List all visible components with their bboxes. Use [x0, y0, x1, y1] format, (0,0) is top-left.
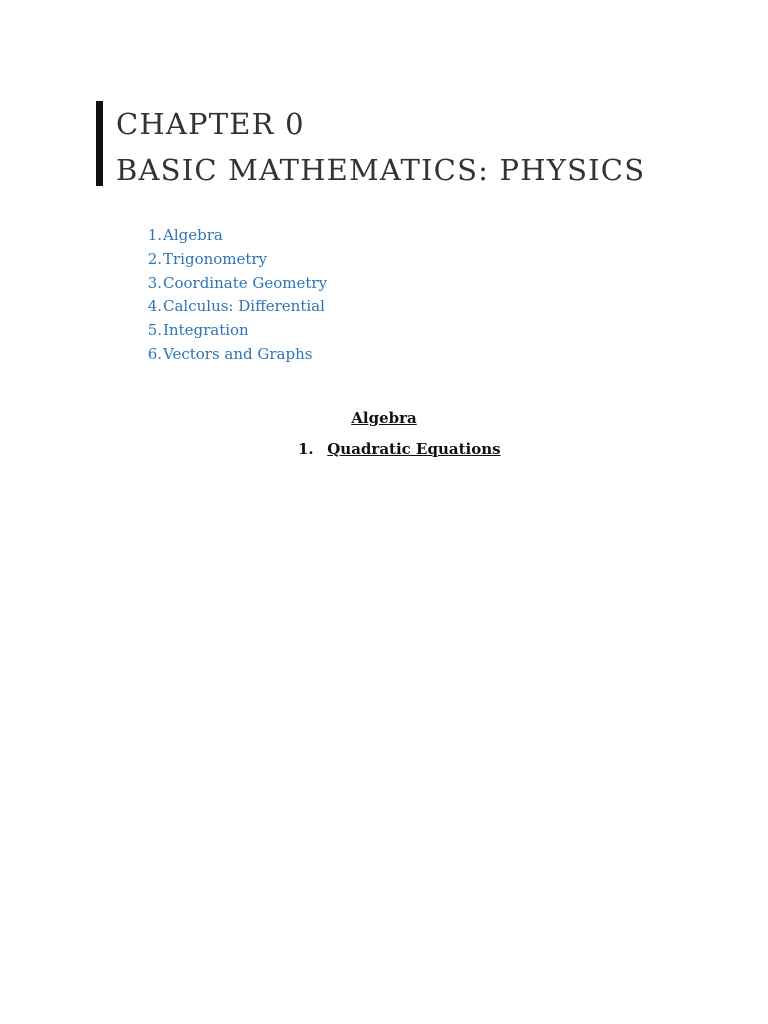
- table-of-contents: [136, 224, 327, 367]
- toc-item-vectors-and-graphs[interactable]: [136, 343, 327, 367]
- toc-item-link[interactable]: Calculus: Differential: [163, 297, 325, 316]
- toc-item-number: 5.: [147, 321, 162, 340]
- toc-item-number: 3.: [147, 273, 162, 292]
- toc-item-link[interactable]: Integration: [163, 321, 249, 340]
- chapter-number-title: CHAPTER 0: [116, 107, 305, 141]
- toc-item-algebra[interactable]: [136, 224, 327, 248]
- subsection-title: Quadratic Equations: [327, 440, 501, 458]
- subsection-number: 1.: [298, 440, 314, 458]
- chapter-main-title: BASIC MATHEMATICS: PHYSICS: [116, 153, 646, 187]
- toc-item-link[interactable]: Trigonometry: [163, 249, 268, 268]
- chapter-title-block: [96, 101, 645, 186]
- toc-item-number: 4.: [147, 297, 162, 316]
- toc-item-coordinate-geometry[interactable]: [136, 272, 327, 296]
- toc-item-number: 1.: [147, 226, 162, 244]
- subsection-heading: [298, 438, 501, 460]
- toc-item-trigonometry[interactable]: [136, 248, 327, 272]
- toc-item-link[interactable]: Coordinate Geometry: [163, 273, 328, 292]
- section-heading: Algebra: [351, 409, 417, 427]
- toc-item-link[interactable]: Vectors and Graphs: [163, 344, 313, 363]
- toc-item-integration[interactable]: [136, 319, 327, 343]
- toc-item-link[interactable]: Algebra: [163, 226, 223, 244]
- toc-item-calculus-differential[interactable]: [136, 295, 327, 319]
- toc-item-number: 6.: [147, 344, 162, 363]
- toc-item-number: 2.: [147, 249, 162, 268]
